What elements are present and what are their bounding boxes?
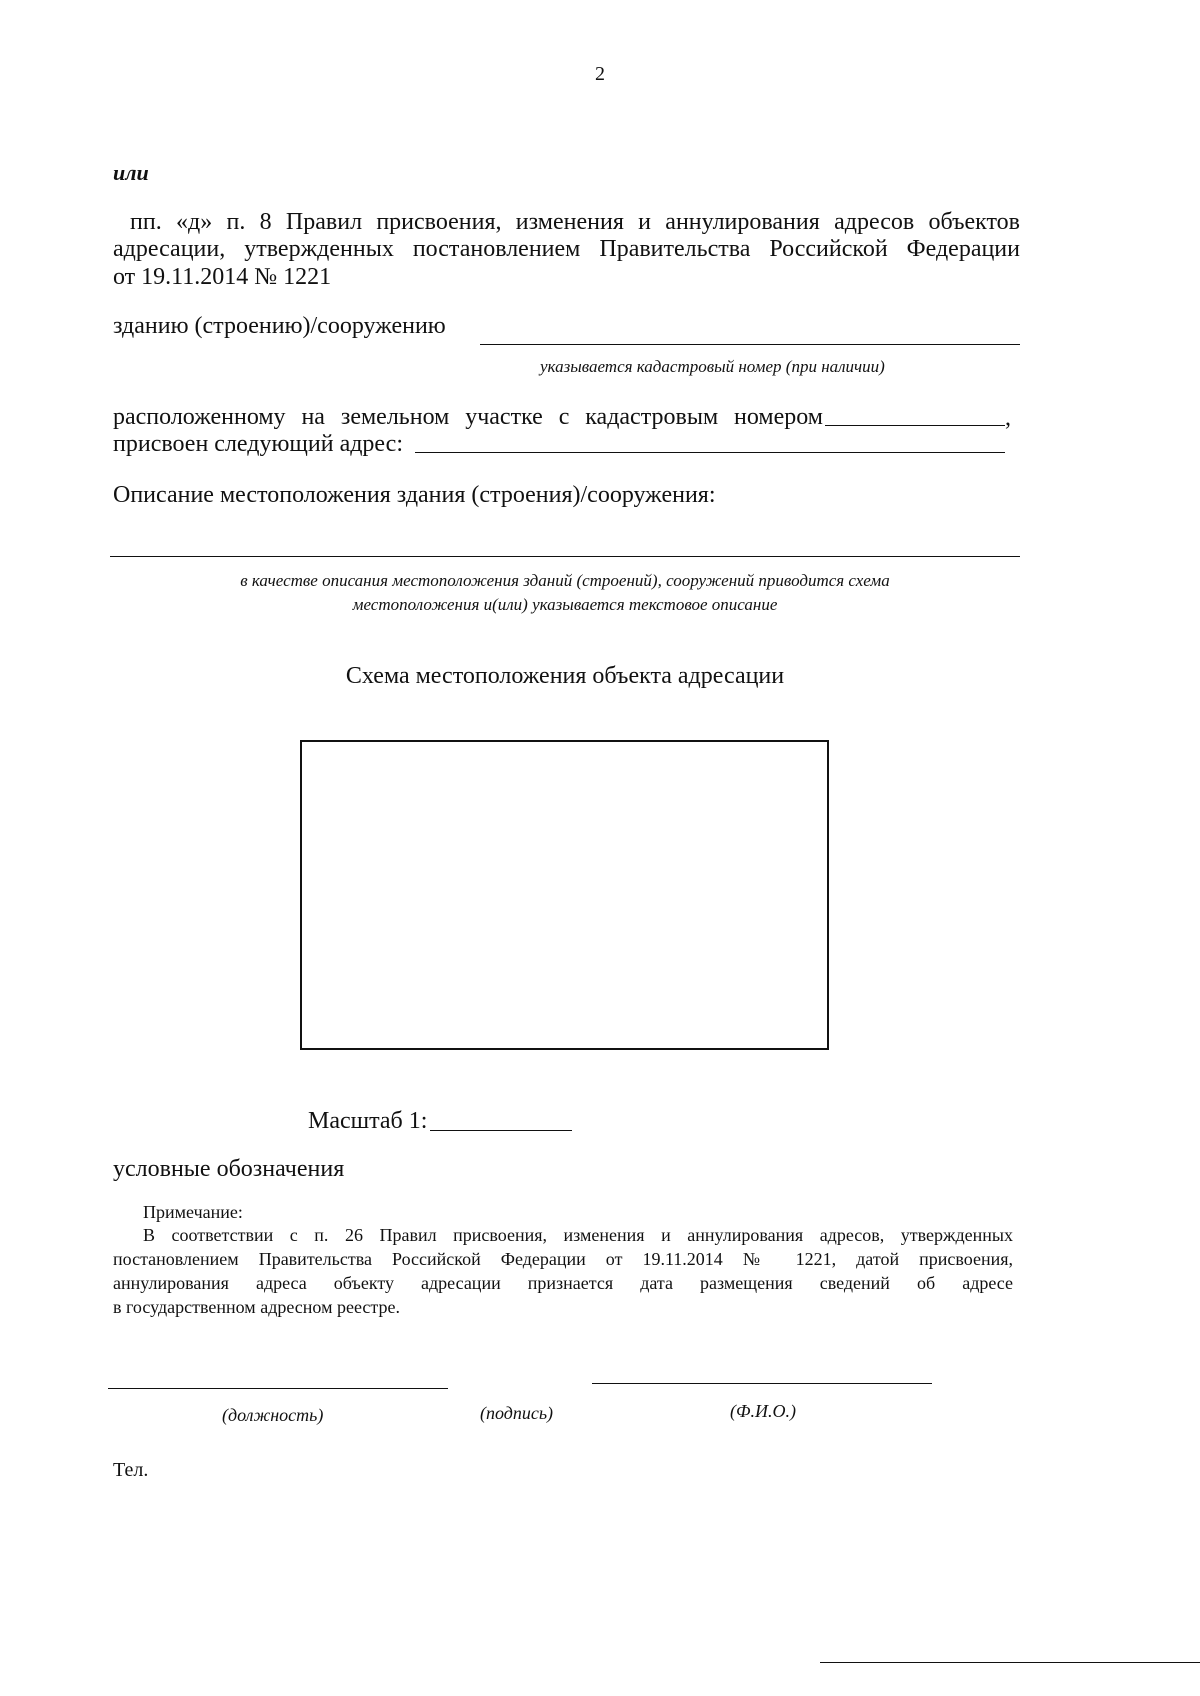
scheme-frame — [300, 740, 829, 1050]
land-plot-line: расположенному на земельном участке с кадастровым номером — [113, 404, 823, 430]
building-underline — [480, 344, 1020, 345]
note-line-1: В соответствии с п. 26 Правил присвоения, изменения и аннулирования адресов, утвержденных — [143, 1225, 1013, 1245]
position-caption: (должность) — [222, 1405, 324, 1425]
location-hint-line-2: местоположения и(или) указывается текстовое описание — [352, 595, 778, 614]
legal-basis-line-1: пп. «д» п. 8 Правил присвоения, изменения и аннулирования адресов объектов — [130, 209, 1020, 235]
legal-basis-line-2: адресации, утвержденных постановлением Правительства Российской Федерации — [113, 236, 1020, 262]
signature-caption: (подпись) — [480, 1403, 554, 1423]
ili-label: или — [113, 160, 149, 185]
location-underline — [110, 556, 1020, 557]
page-number: 2 — [595, 63, 605, 85]
address-label: присвоен следующий адрес: — [113, 431, 404, 457]
note-line-4: в государственном адресном реестре. — [113, 1297, 400, 1317]
legend-label: условные обозначения — [113, 1156, 345, 1182]
note-title: Примечание: — [143, 1202, 243, 1222]
land-plot-underline — [825, 425, 1005, 426]
bottom-rule — [820, 1662, 1200, 1663]
phone-label: Тел. — [113, 1459, 149, 1481]
position-underline — [108, 1388, 448, 1389]
land-plot-comma: , — [1005, 405, 1011, 431]
note-line-3: аннулирования адреса объекту адресации признается дата размещения сведений об адресе — [113, 1273, 1013, 1293]
scheme-title: Схема местоположения объекта адресации — [345, 663, 785, 689]
cadastral-hint: указывается кадастровый номер (при наличии) — [540, 357, 885, 376]
address-underline — [415, 452, 1005, 453]
location-hint-line-1: в качестве описания местоположения зданий (строений), сооружений приводится схема — [240, 571, 890, 590]
building-label: зданию (строению)/сооружению — [113, 313, 446, 339]
scale-underline — [430, 1130, 572, 1131]
scale-label: Масштаб 1: — [308, 1108, 428, 1134]
name-caption: (Ф.И.О.) — [730, 1401, 796, 1421]
note-line-2: постановлением Правительства Российской Федерации от 19.11.2014 № 1221, датой присвоения, — [113, 1249, 1013, 1269]
legal-basis-line-3: от 19.11.2014 № 1221 — [113, 264, 332, 290]
name-underline — [592, 1383, 932, 1384]
location-label: Описание местоположения здания (строения)/сооружения: — [113, 482, 716, 508]
